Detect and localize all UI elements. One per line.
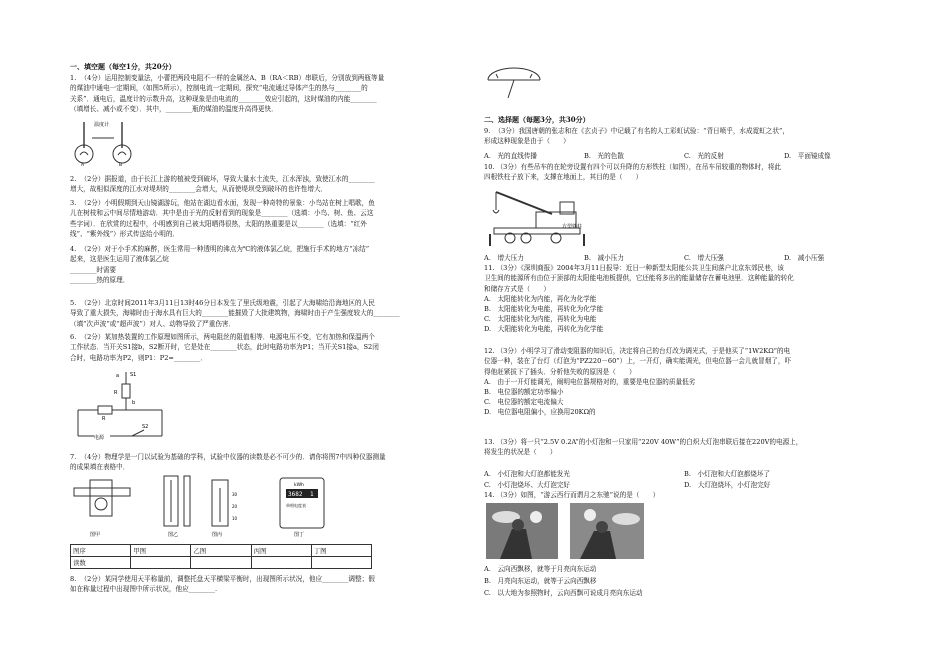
section-fill-in-heading: 一、填空题（每空1分，共20分） [70,62,176,71]
svg-text:kWh: kWh [294,483,304,488]
q12-option-d: D. 电位器电阻偏小，应换用20KΩ的 [484,408,596,416]
q14-option-c: C. 以大地为参照物时，云向西飘可说成月亮向东运动 [484,589,643,597]
option-b: B. 减小压力 [584,254,624,262]
q6-circuit-figure [72,366,168,442]
section-choice-heading: 二、选择题（每题3分，共30分） [484,115,590,124]
svg-text:A: A [81,163,85,166]
question-9: 9. （3分）我国唐朝的张志和在《玄贞子》中记载了有名的人工彩虹试验：“背日喷乎，水成霓虹之状”， 形成这种现象是由于（ ） [484,127,789,146]
table-cell: 甲图 [131,545,191,557]
question-3: 3. （2分）小明假期到天山镜湖游玩，他站在湖边看水面，发现一种奇特的景象：小鸟站在树上唱歌，鱼 儿在树枝和云中间尽情地游动．其中是由于光的反射看到的现象是________（选填：小鸟、树、鱼、云这 些字词）．在欣赏的过程中，小明感到自己被太阳晒得很热，太阳的热重要是以________（选填：“红外 线”、“紫外线”）形式传送给小明的． [70,199,375,239]
svg-text:B: B [119,163,123,166]
option-c: C. 小灯泡烧坏、大灯泡完好 [484,481,571,489]
svg-text:单相电度表: 单相电度表 [286,503,306,508]
q7-fig-label-ding: 图丁 [294,532,305,538]
svg-text:S2: S2 [142,424,149,430]
option-c: C. 光的反射 [684,152,724,160]
question-6: 6. （2分）某加热装置的工作原理如图所示，两电阻丝的阻值相等．电源电压不变，它有加热和保温两个 工作状态．当开关S1接b，S2断开时，它是处在________状态，此时电路功率为P1；当开关S1接a，S2闭 合时，电路功率为P2，则P1：P2=________． [70,333,379,362]
question-10: 10. （3分）有些吊车的在轮旁设置有四个可以升降的方形铁柱（如图），在吊车吊较重的物体时，将此 四根铁柱子放下来，支撑在地面上，其目的是（ ） [484,163,782,182]
table-cell [251,557,311,569]
q11-option-b: B. 太阳能转化为电能，再转化为化学能 [484,305,604,313]
svg-text:10: 10 [232,516,238,521]
svg-text:R: R [114,390,118,396]
q7-readings-table [70,544,372,569]
q9-options [484,150,884,161]
q12-option-a: A. 由于一开灯能调光，阐明电位器规格对的，重要是电位器的质量低劣 [484,378,696,386]
q11-option-c: C. 太阳能转化为内能，再转化为电能 [484,315,597,323]
option-c: C. 增大压强 [684,254,724,262]
q12-option-c: C. 电位器的额定电流偏大 [484,398,564,406]
svg-text:电源: 电源 [94,435,105,441]
q11-option-d: D. 大阳能转化为电能，再转化为化学能 [484,325,604,333]
table-cell: 图序 [71,545,131,557]
question-4: 4. （2分）对于小手术的麻醉，医生常用一种透明的沸点为℃的液体氯乙烷，把施行手术的地方“冻结” 起来，这是医生运用了液体氯乙烷 ________时需要 ________热的原理． [70,245,370,285]
option-d: D. 大灯泡烧坏，小灯泡完好 [684,481,771,489]
option-a: A. 光的直线传播 [484,152,538,160]
svg-text:30: 30 [232,492,238,497]
q7-fig-label-jia: 图甲 [90,532,101,538]
table-cell: 乙图 [191,545,251,557]
table-row [71,557,372,569]
question-14: 14. （3分）如图，“游云西行而谓月之东驰”说的是（ ） [484,491,660,499]
question-7: 7. （4分）物理学是一门以试验为基础的学科，试验中仪器的读数是必不可少的．请你将图7中四种仪器测量 的成果填在表格中． [70,453,386,472]
q1-figure-flasks [72,118,142,166]
q7-instruments-figure [72,474,402,540]
option-b: B. 小灯泡和大灯泡都烧坏了 [684,470,771,478]
table-cell: 丁图 [311,545,371,557]
q14-option-a: A. 云向西飘移，就等于月亮向东运动 [484,565,597,573]
svg-text:1: 1 [310,491,314,498]
svg-text:b: b [132,400,136,406]
q10-crane-figure [486,184,596,248]
svg-text:R: R [102,416,106,422]
q11-option-a: A. 太阳能转化为内能，再化为化学能 [484,295,597,303]
q14-moon-cloud-figure [486,503,646,561]
question-8: 8. （2分）某同学使用天平称量前，调整托盘天平横梁平衡时，出现图所示状况，他应________调整；假 如在称量过程中出现图中所示状况，他应________. [70,575,375,594]
table-cell [191,557,251,569]
table-cell [311,557,371,569]
question-13: 13. （3分）将一只“2.5V 0.2A”的小灯泡和一只家用“220V 40W”的白炽大灯泡串联后接在220V的电源上， 将发生的状况是（ ） [484,438,803,457]
question-12: 12. （3分）小明学习了滑动变阻器的知识后，决定将自己的台灯改为调光式，于是他买了“1W2KΩ”的电 位器一种，装在了台灯（灯泡为“PZ220－60”）上，一开灯，确实能调光，但电位器一会儿就冒烟了，吓 得他赶紧拔下了插头．分析他失败的原因是（ ） [484,347,792,376]
svg-text:a: a [116,373,120,379]
question-1: 1. （4分）运用控制变量法，小蕾把两段电阻不一样的金属丝A、B（RA＜RB）串联后，分别放到两瓶等量 的煤油中通电一定期间，（如图5所示），控制电流一定期间，探究“电流通过导体产生的热与________的 关系”．通电后，温度计的示数升高，这种现象是由电流的________效应引起的，这时煤油的内能________ （填增长、减小或不变）．其中，________瓶的煤油的温度升高得更快． [70,74,385,114]
question-2: 2. （2分）据报道，由于长江上游的植被受到破坏，导致大量水土流失，江水浑浊，致使江水的________ 增大，故相似深度的江水对堤坝的________会增大，从而使堤坝受到破坏的也许性增大． [70,175,375,194]
question-5: 5. （2分）北京时间2011年3月11日13时46分日本发生了里氏级地震，引起了大海啸给沿海地区的人民 导致了重大损失，海啸时由于海水具有巨大的________能摧毁了大批建筑物，海啸时由于产生强度较大的________ （填“次声波”或“超声波”）对人、动物导致了严重伤害． [70,299,400,328]
svg-text:S1: S1 [130,372,137,378]
question-11: 11. （3分）《深圳商报》2004年3月11日报导：近日一种新型太阳能公共卫生间落户北京东郊民巷，该 卫生间的能源所有由位于顶部的太阳能电池板提供，它还能将多出的能量储存在蓄电池里．这种能量的转化 和储存方式是（ ） [484,264,794,293]
option-a: A. 小灯泡和大灯泡都能发光 [484,470,570,478]
balance-dial-figure [484,64,544,100]
option-b: B. 光的色散 [584,152,624,160]
q12-option-b: B. 电位器的额定功率偏小 [484,388,564,396]
q10-options [484,252,884,263]
svg-text:方型铁柱: 方型铁柱 [562,224,583,230]
option-a: A. 增大压力 [484,254,524,262]
q14-option-b: B. 月亮向东运动，就等于云向西飘移 [484,577,597,585]
option-d: D. 减小压强 [784,254,825,262]
table-cell: 读数 [71,557,131,569]
table-cell: 丙图 [251,545,311,557]
q13-options [484,468,884,490]
svg-text:3682: 3682 [288,491,303,498]
option-d: D. 平面镜成像 [784,152,831,160]
svg-text:20: 20 [232,504,238,509]
q1-figure-label: 温度计 [94,122,110,128]
q7-fig-label-yi: 图乙 [168,532,179,538]
table-row [71,545,372,557]
q7-fig-label-bing: 图丙 [212,532,223,538]
table-cell [131,557,191,569]
